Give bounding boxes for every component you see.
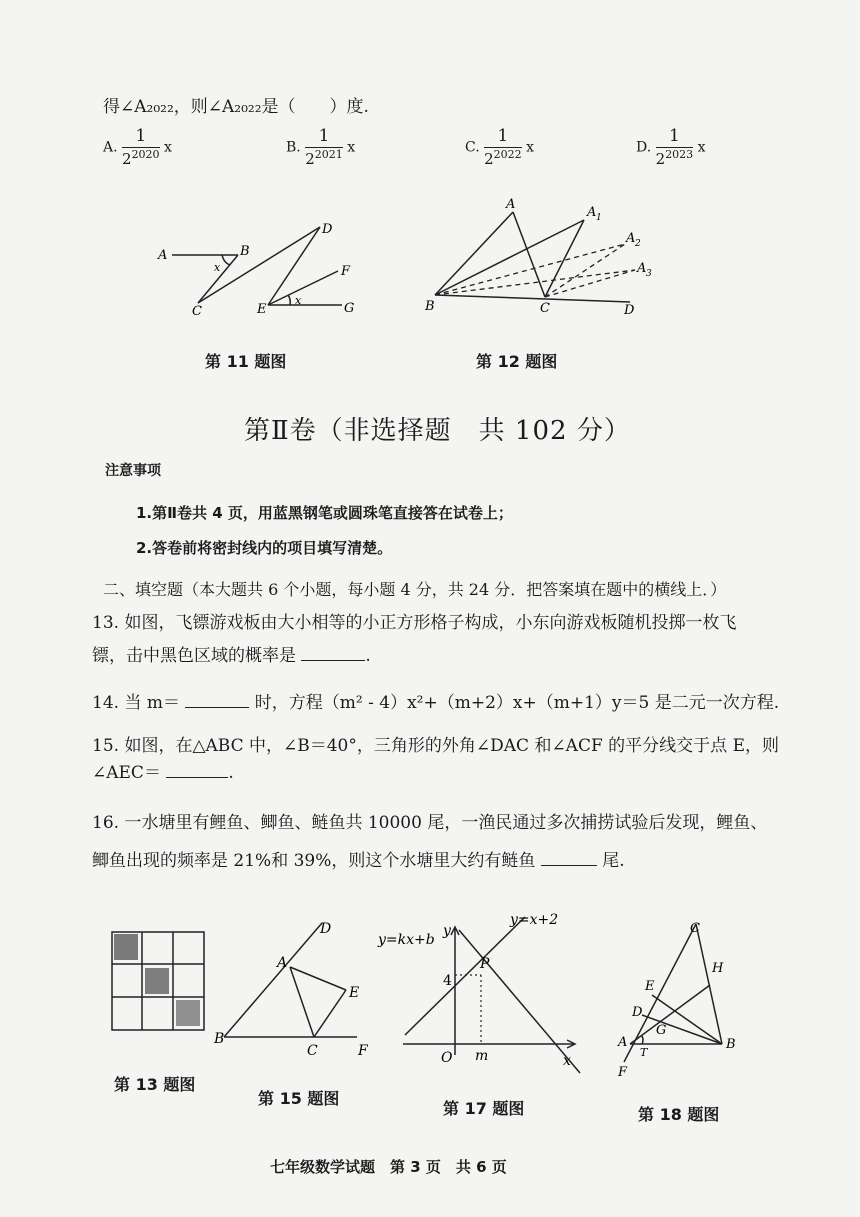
option-variable: x (164, 139, 172, 156)
fig11-label-e: E (257, 302, 267, 317)
option-base: 2 (655, 149, 666, 168)
fig11-label-c: C (192, 304, 202, 319)
option-base: 2 (305, 149, 315, 168)
fig12-label-a1: A (587, 205, 597, 220)
figure-15 (212, 915, 382, 1055)
section-title: 第Ⅱ卷（非选择题 共 102 分） (244, 416, 631, 446)
option-label: C. (465, 139, 480, 156)
fig17-caption: 第 17 题图 (443, 1099, 525, 1118)
fig15-label-d: D (320, 921, 332, 937)
q14-end: 时，方程（m² - 4）x²+（m+2）x+（m+1）y＝5 是二元一次方程. (254, 693, 780, 713)
q15-text: ∠AEC＝ (92, 763, 161, 783)
fig12-label-a: A (506, 197, 516, 212)
fig15-label-f: F (358, 1043, 368, 1055)
option-label: A. (103, 139, 118, 156)
fig12-label-a1-sub: 1 (596, 213, 602, 223)
fig15-label-c: C (307, 1043, 318, 1055)
option-numerator: 1 (656, 127, 694, 148)
option-variable: x (697, 139, 706, 156)
fig13-caption: 第 13 题图 (114, 1075, 196, 1094)
option-variable: x (526, 139, 535, 156)
fig11-label-f: F (341, 264, 351, 279)
fig12-label-d: D (624, 303, 635, 318)
fig18-label-h: H (712, 961, 724, 976)
figure-12 (420, 190, 670, 325)
fig17-x-axis-label: x (563, 1053, 571, 1069)
option-numerator: 1 (305, 127, 343, 148)
fig11-label-g: G (344, 301, 355, 316)
fig18-label-f: F (618, 1065, 628, 1080)
q15-end: . (228, 763, 234, 783)
fig12-label-b: B (425, 299, 435, 314)
fig15-label-e: E (349, 985, 360, 1001)
page-footer: 七年级数学试题 第 3 页 共 6 页 (270, 1158, 507, 1176)
fig17-line1-label: y=kx+b (378, 932, 435, 948)
fig18-label-g: G (656, 1023, 667, 1038)
option-base: 2 (484, 149, 494, 168)
option-exponent: 2022 (493, 147, 522, 161)
fig13-shaded-cell (176, 1000, 200, 1026)
fig13-shaded-cell (114, 934, 138, 960)
q13-end: . (365, 646, 371, 666)
fig18-label-d: D (632, 1005, 643, 1020)
fig12-label-a3: A (637, 261, 647, 276)
option-a[interactable] (103, 127, 172, 168)
fig17-point-p: P (480, 956, 490, 972)
q16-line2 (92, 846, 625, 871)
figure-18 (612, 920, 747, 1080)
option-label: D. (636, 139, 652, 156)
option-d[interactable] (636, 127, 706, 168)
fig11-label-b: B (240, 244, 250, 259)
fig17-value-4: 4 (443, 973, 452, 989)
option-numerator: 1 (484, 127, 522, 148)
fig11-label-a: A (158, 248, 168, 263)
fig18-label-b: B (726, 1037, 736, 1052)
q16-end: 尾. (602, 851, 625, 871)
q15-answer-blank[interactable] (166, 763, 228, 778)
figure-17 (375, 905, 590, 1085)
option-variable: x (347, 139, 356, 156)
fig15-label-a: A (277, 955, 288, 971)
fig11-angle-x2: x (295, 294, 302, 307)
figure-11 (150, 215, 370, 325)
figure-13 (108, 928, 218, 1038)
notes-item-2: 2.答卷前将密封线内的项目填写清楚。 (136, 539, 393, 557)
q15-line2 (92, 758, 234, 783)
option-exponent: 2023 (665, 147, 694, 161)
option-b[interactable] (286, 127, 355, 168)
q14-start: 14. 当 m＝ (92, 693, 180, 713)
notes-title: 注意事项 (105, 463, 161, 479)
option-c[interactable] (465, 127, 534, 168)
question-intro-line: 得∠A₂₀₂₂，则∠A₂₀₂₂是（ ）度. (103, 97, 369, 117)
part2-heading: 二、填空题（本大题共 6 个小题，每小题 4 分，共 24 分．把答案填在题中的横线上．） (103, 580, 727, 599)
q13-line1: 13. 如图，飞镖游戏板由大小相等的小正方形格子构成，小东向游戏板随机投掷一枚飞 (92, 613, 737, 633)
option-label: B. (286, 139, 301, 156)
fig12-label-c: C (540, 301, 550, 316)
q14-answer-blank[interactable] (185, 693, 249, 708)
option-exponent: 2021 (314, 147, 343, 161)
option-base: 2 (122, 149, 132, 168)
fig11-caption: 第 11 题图 (205, 352, 287, 371)
fig17-origin-label: O (441, 1050, 453, 1066)
q13-answer-blank[interactable] (301, 646, 365, 661)
fig13-shaded-cell (145, 968, 169, 994)
q13-text: 镖，击中黑色区域的概率是 (92, 646, 296, 666)
fig12-caption: 第 12 题图 (476, 352, 558, 371)
fig18-label-c: C (690, 921, 700, 936)
q16-text: 鲫鱼出现的频率是 21%和 39%，则这个水塘里大约有鲢鱼 (92, 851, 536, 871)
q16-answer-blank[interactable] (541, 851, 597, 866)
option-numerator: 1 (122, 127, 160, 148)
fig12-label-a2-sub: 2 (635, 239, 641, 249)
fig18-label-t: T (640, 1046, 648, 1059)
q14-line (92, 688, 779, 713)
option-exponent: 2020 (131, 147, 160, 161)
fig18-label-a: A (618, 1035, 628, 1050)
fig17-value-m: m (475, 1048, 489, 1064)
q13-line2 (92, 641, 371, 666)
q15-line1: 15. 如图，在△ABC 中，∠B＝40°，三角形的外角∠DAC 和∠ACF 的平分线交于点 E，则 (92, 736, 779, 756)
fig18-caption: 第 18 题图 (638, 1105, 720, 1124)
fig15-caption: 第 15 题图 (258, 1089, 340, 1108)
fig12-label-a3-sub: 3 (646, 269, 652, 279)
q16-line1: 16. 一水塘里有鲤鱼、鲫鱼、鲢鱼共 10000 尾，一渔民通过多次捕捞试验后发现，鲤鱼、 (92, 813, 768, 833)
fig11-angle-x: x (214, 261, 221, 274)
fig18-label-e: E (645, 979, 655, 994)
fig17-y-axis-label: y (443, 923, 451, 939)
fig11-label-d: D (322, 222, 333, 237)
notes-item-1: 1.第Ⅱ卷共 4 页，用蓝黑钢笔或圆珠笔直接答在试卷上； (136, 504, 513, 522)
fig17-line2-label: y=x+2 (510, 912, 559, 928)
fig12-label-a2: A (626, 231, 636, 246)
fig15-label-b: B (214, 1031, 225, 1047)
